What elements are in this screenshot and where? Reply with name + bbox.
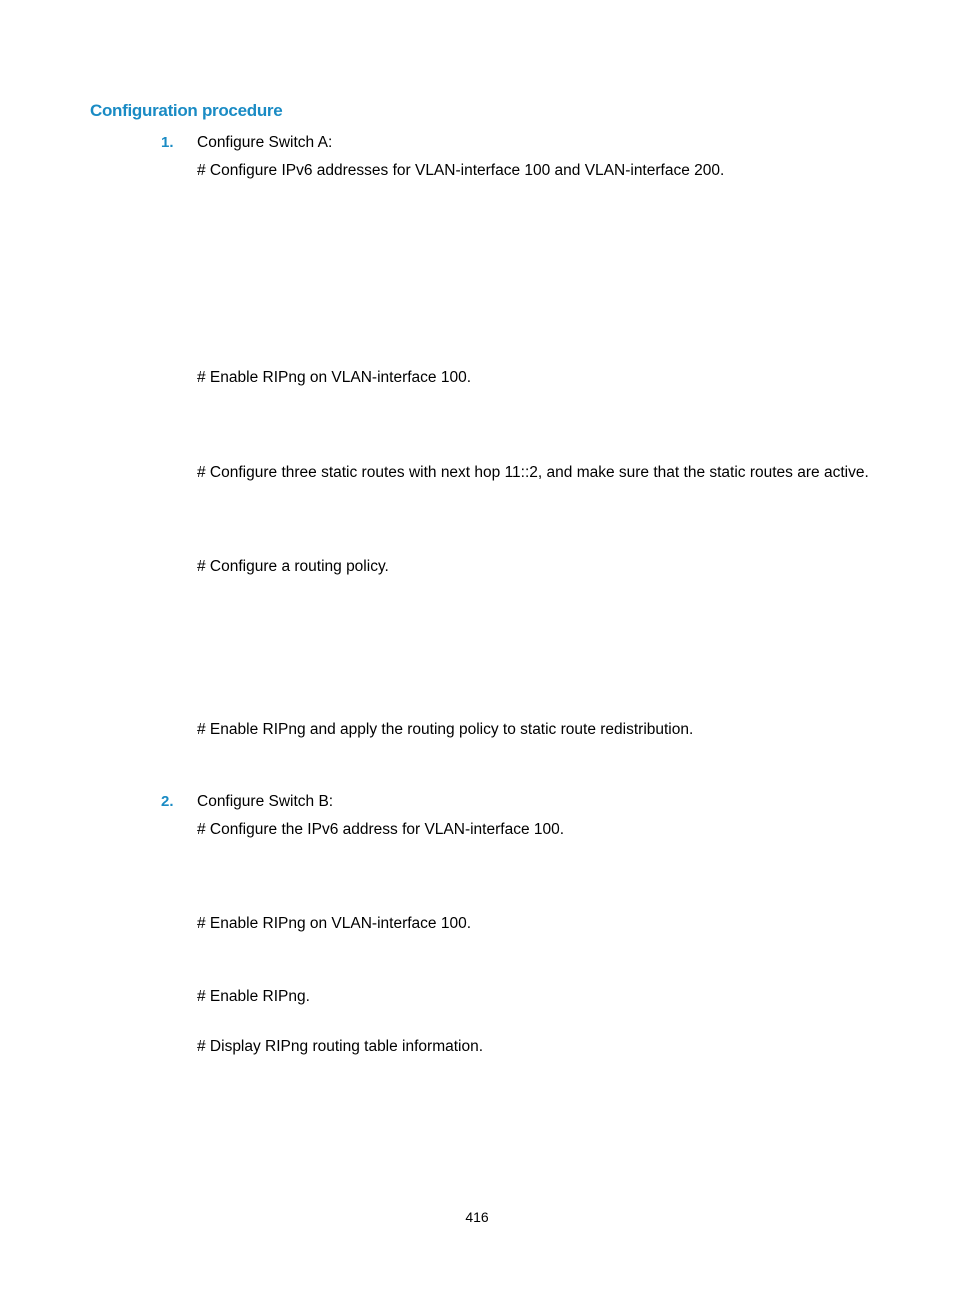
section-heading: Configuration procedure: [90, 101, 283, 120]
comment-line: # Enable RIPng and apply the routing policy to static route redistribution.: [197, 721, 694, 738]
comment-line: # Enable RIPng.: [197, 988, 310, 1005]
page-number: 416: [465, 1209, 489, 1225]
comment-line: # Configure the IPv6 address for VLAN-interface 100.: [197, 821, 565, 838]
comment-line: # Configure a routing policy.: [197, 558, 389, 575]
comment-line: # Display RIPng routing table information.: [197, 1038, 484, 1055]
comment-line: # Enable RIPng on VLAN-interface 100.: [197, 915, 472, 932]
comment-line: # Configure IPv6 addresses for VLAN-interface 100 and VLAN-interface 200.: [197, 162, 725, 179]
comment-line: # Enable RIPng on VLAN-interface 100.: [197, 369, 472, 386]
step-number: 2.: [161, 793, 174, 810]
comment-line: # Configure three static routes with next hop 11::2, and make sure that the static routes are active.: [197, 464, 869, 481]
step-label: Configure Switch A:: [197, 134, 333, 151]
step-label: Configure Switch B:: [197, 793, 334, 810]
step-number: 1.: [161, 134, 174, 151]
